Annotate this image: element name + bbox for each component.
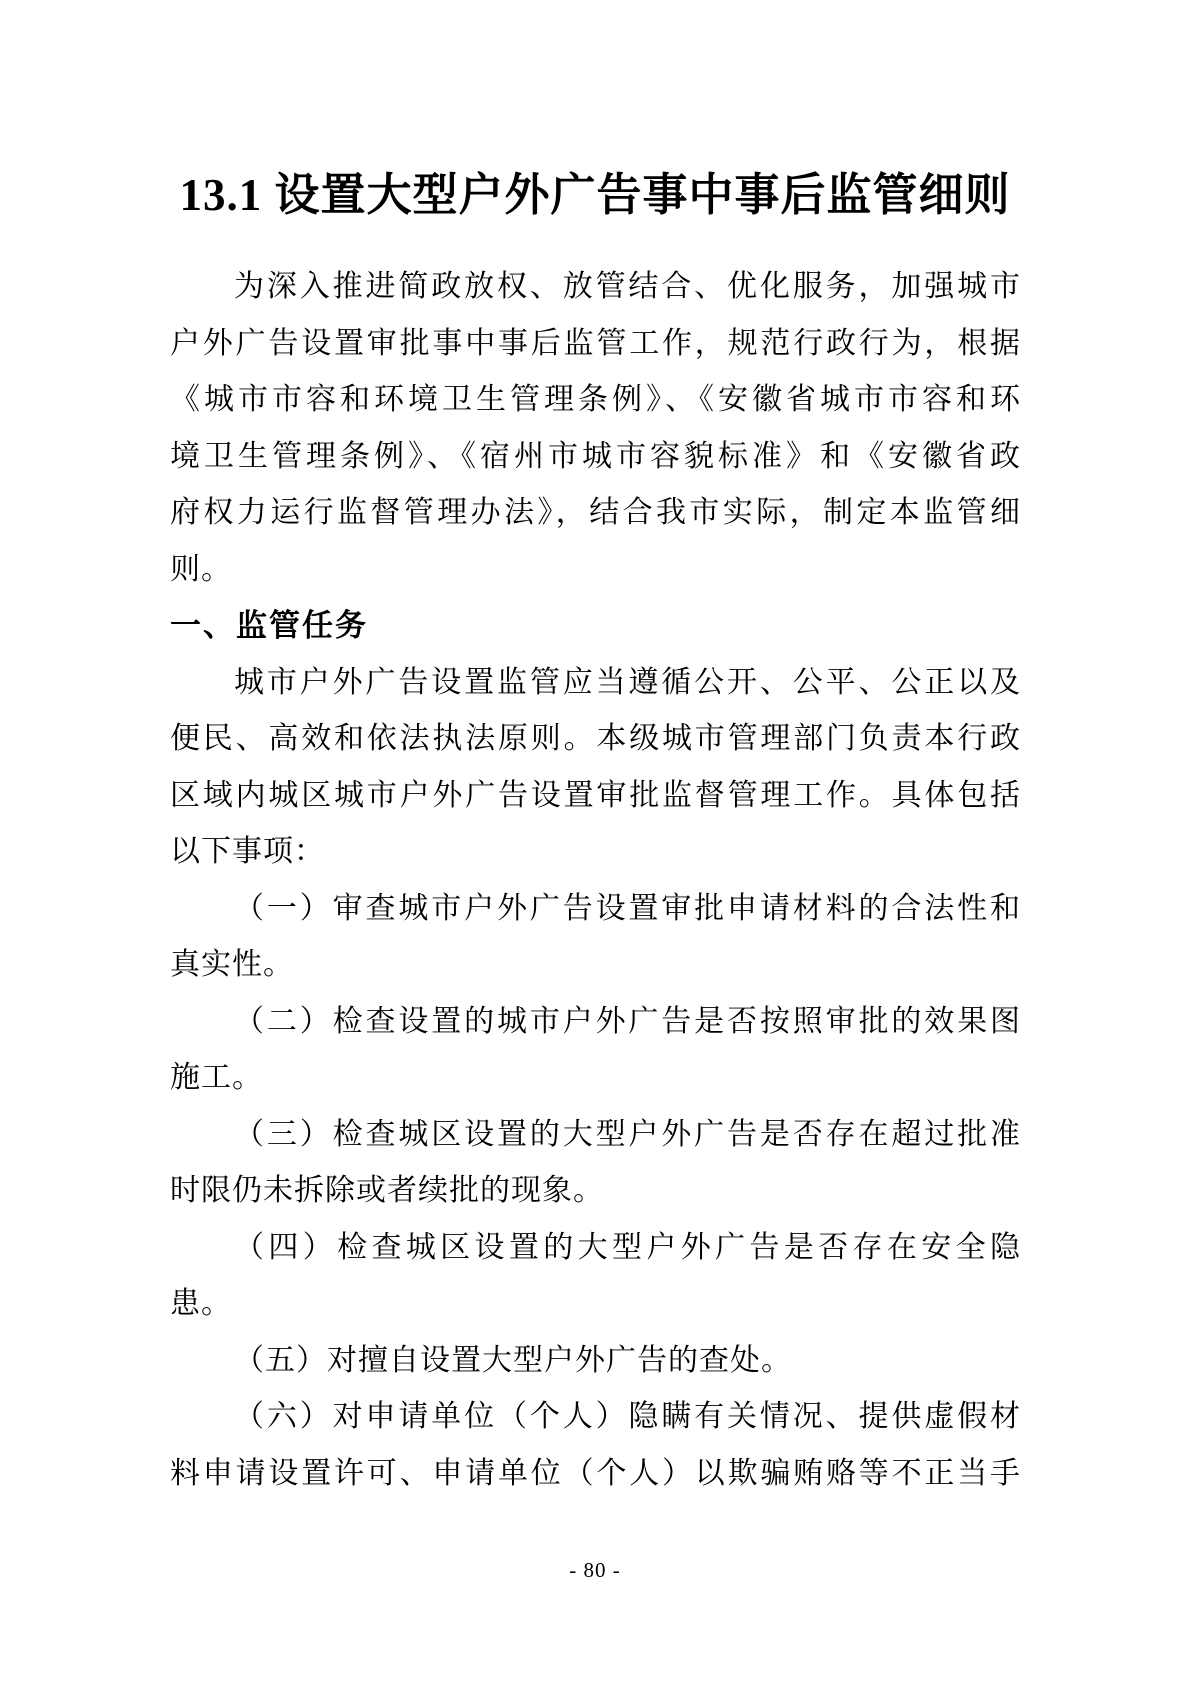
text-line: 《城市市容和环境卫生管理条例》、《安徽省城市市容和环	[170, 383, 1020, 416]
text-line: 户外广告设置审批事中事后监管工作，规范行政行为，根据	[170, 326, 1020, 360]
text-line: 则。	[170, 552, 232, 586]
page-title: 13.1 设置大型户外广告事中事后监管细则	[179, 170, 1011, 221]
text-line: （一）审查城市户外广告设置审批申请材料的合法性和	[234, 891, 1020, 925]
text-line: 境卫生管理条例》、《宿州市城市容貌标准》和《安徽省政	[170, 439, 1020, 473]
text-line: 以下事项：	[170, 835, 325, 868]
text-line: （四）检查城区设置的大型户外广告是否存在安全隐	[234, 1230, 1020, 1264]
page-number: - 80 -	[569, 1558, 621, 1582]
text-line: 施工。	[170, 1061, 263, 1094]
text-line: 时限仍未拆除或者续批的现象。	[170, 1174, 604, 1207]
text-line: 城市户外广告设置监管应当遵循公开、公平、公正以及	[234, 665, 1020, 699]
document-body	[170, 259, 1020, 1502]
text-line: （二）检查设置的城市户外广告是否按照审批的效果图	[234, 1004, 1020, 1038]
text-line: 真实性。	[170, 948, 294, 981]
section-heading: 一、监管任务	[170, 608, 368, 643]
text-line: 患。	[170, 1287, 232, 1320]
text-line: （三）检查城区设置的大型户外广告是否存在超过批准	[234, 1117, 1020, 1151]
text-line: 区域内城区城市户外广告设置审批监督管理工作。具体包括	[170, 778, 1020, 812]
text-line: （五）对擅自设置大型户外广告的查处。	[234, 1343, 792, 1377]
text-line: 府权力运行监督管理办法》，结合我市实际，制定本监管细	[170, 496, 1020, 529]
text-line: 便民、高效和依法执法原则。本级城市管理部门负责本行政	[170, 722, 1020, 755]
text-line: 为深入推进简政放权、放管结合、优化服务，加强城市	[234, 270, 1020, 303]
text-line: 料申请设置许可、申请单位（个人）以欺骗贿赂等不正当手	[170, 1456, 1020, 1490]
text-line: （六）对申请单位（个人）隐瞒有关情况、提供虚假材	[234, 1400, 1020, 1433]
